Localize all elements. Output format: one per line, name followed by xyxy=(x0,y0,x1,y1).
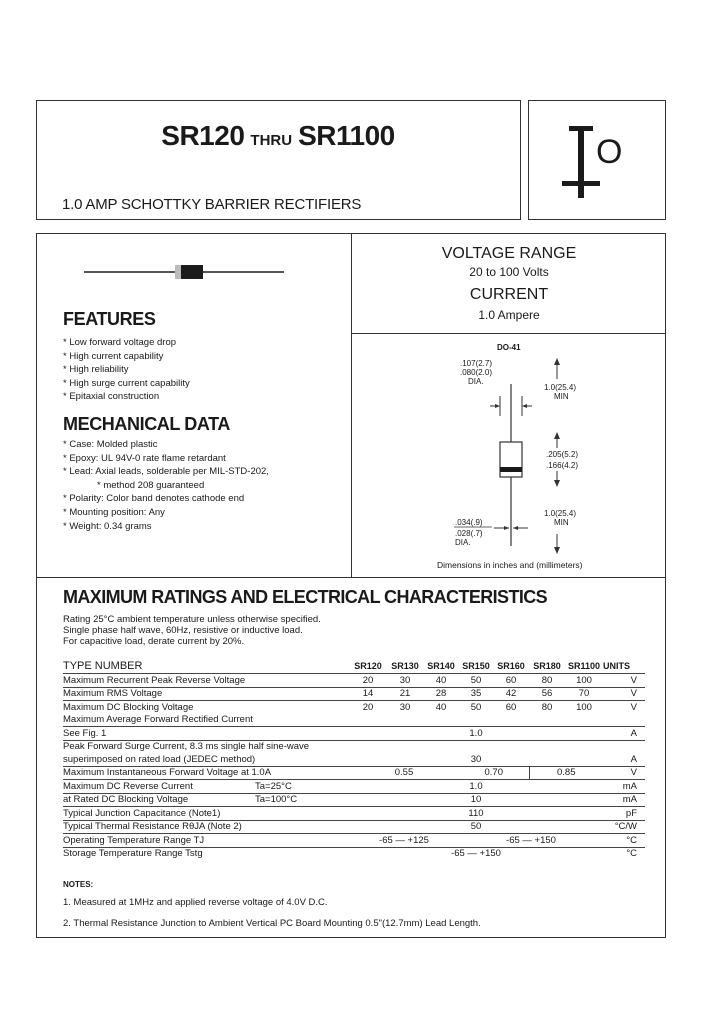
note-1: 1. Measured at 1MHz and applied reverse voltage of 4.0V D.C. xyxy=(63,897,328,908)
table-row xyxy=(63,847,645,860)
subtitle: 1.0 AMP SCHOTTKY BARRIER RECTIFIERS xyxy=(62,196,362,213)
param: Typical Junction Capacitance (Note1) xyxy=(63,807,349,821)
param: Maximum Instantaneous Forward Voltage at 1.0A xyxy=(63,766,349,780)
voltage-range-title: VOLTAGE RANGE xyxy=(441,245,577,262)
cell: -65 — +150 xyxy=(459,834,603,848)
part-start: SR120 xyxy=(161,120,245,151)
cell: 0.85 xyxy=(529,766,603,780)
table-row xyxy=(63,674,645,688)
table-row xyxy=(63,687,645,701)
cell: -65 — +125 xyxy=(349,834,459,848)
cell: 30 xyxy=(387,701,423,714)
table-row xyxy=(63,753,645,766)
list-item: * Lead: Axial leads, solderable per MIL-STD-202, xyxy=(63,465,269,479)
thru-label: THRU xyxy=(250,132,293,149)
table-header xyxy=(63,659,645,674)
cell: 14 xyxy=(349,687,387,701)
cell: 20 xyxy=(349,701,387,714)
lead-len-top-a: 1.0(25.4) xyxy=(544,383,577,392)
param-text: at Rated DC Blocking Voltage xyxy=(63,794,189,806)
param: Maximum DC Blocking Voltage xyxy=(63,701,349,714)
features-list xyxy=(63,336,190,404)
param-condition: Ta=25°C xyxy=(255,780,292,792)
lead-cont: method 208 guaranteed xyxy=(103,479,205,491)
col-header: SR130 xyxy=(391,661,419,671)
notes-label: NOTES: xyxy=(63,880,94,889)
type-label: TYPE NUMBER xyxy=(63,660,143,672)
current-value: 1.0 Ampere xyxy=(478,308,540,322)
list-item: * Weight: 0.34 grams xyxy=(63,520,269,534)
ratings-conditions xyxy=(63,614,321,647)
brand-logo xyxy=(560,124,640,200)
cell: -65 — +150 xyxy=(349,847,603,860)
cell: 70 xyxy=(565,687,603,701)
features-title: FEATURES xyxy=(63,309,156,329)
lead-dia-label: DIA. xyxy=(468,377,484,386)
cell: 21 xyxy=(387,687,423,701)
cell: 80 xyxy=(529,701,565,714)
package-drawing xyxy=(352,334,666,578)
cell: 1.0 xyxy=(349,727,603,741)
list-item: * High current capability xyxy=(63,350,190,364)
lead-dia-a: .107(2.7) xyxy=(460,359,493,368)
table-row xyxy=(63,834,645,848)
param: Maximum RMS Voltage xyxy=(63,687,349,701)
cell: 40 xyxy=(423,674,459,688)
cell: 60 xyxy=(493,701,529,714)
list-item: * High reliability xyxy=(63,363,190,377)
cell: 100 xyxy=(565,674,603,688)
col-header: SR1100 xyxy=(567,661,601,671)
lead-len-bot-b: MIN xyxy=(554,518,569,527)
unit: °C xyxy=(603,834,645,848)
col-header: SR160 xyxy=(497,661,525,671)
cell: 30 xyxy=(470,753,482,765)
list-item: * Mounting position: Any xyxy=(63,506,269,520)
list-item: * Polarity: Color band denotes cathode end xyxy=(63,492,269,506)
logo-letter: O xyxy=(596,133,623,171)
unit: A xyxy=(603,727,645,741)
wire-dia-b: .028(.7) xyxy=(455,529,483,538)
mechanical-title: MECHANICAL DATA xyxy=(63,414,230,434)
condition-line: For capacitive load, derate current by 20%. xyxy=(63,636,245,647)
cell: 35 xyxy=(459,687,493,701)
cell: 30 xyxy=(387,674,423,688)
table-row xyxy=(63,727,645,741)
cell: 56 xyxy=(529,687,565,701)
param: Storage Temperature Range Tstg xyxy=(63,847,349,860)
table-row xyxy=(63,714,645,727)
list-item: * High surge current capability xyxy=(63,377,190,391)
param: See Fig. 1 xyxy=(63,727,349,741)
mechanical-list xyxy=(63,438,269,533)
cell: 28 xyxy=(423,687,459,701)
param xyxy=(63,793,349,807)
cell: 0.70 xyxy=(459,766,529,780)
list-item: * Low forward voltage drop xyxy=(63,336,190,350)
units-header: UNITS xyxy=(603,661,630,671)
wire-dia-label: DIA. xyxy=(455,538,471,547)
table-row xyxy=(63,701,645,714)
lead-len-top-b: MIN xyxy=(554,392,569,401)
part-end: SR1100 xyxy=(298,120,395,151)
table-row xyxy=(63,807,645,821)
unit: °C xyxy=(603,847,645,860)
cell: 60 xyxy=(493,674,529,688)
list-item-cont xyxy=(63,479,269,493)
unit: mA xyxy=(603,793,645,807)
cell: 20 xyxy=(349,674,387,688)
cell: 0.55 xyxy=(349,766,459,780)
list-item: * Epoxy: UL 94V-0 rate flame retardant xyxy=(63,452,269,466)
param-condition: Ta=100°C xyxy=(255,794,298,806)
col-header: SR120 xyxy=(354,661,382,671)
cell: 50 xyxy=(459,674,493,688)
diode-image xyxy=(84,262,284,282)
unit: A xyxy=(630,753,637,765)
param-text: Maximum DC Reverse Current xyxy=(63,780,193,792)
col-header: SR140 xyxy=(427,661,455,671)
list-item: * Case: Molded plastic xyxy=(63,438,269,452)
param: Maximum Recurrent Peak Reverse Voltage xyxy=(63,674,349,688)
param: Operating Temperature Range TJ xyxy=(63,834,349,848)
unit: °C/W xyxy=(603,820,645,834)
lead-len-bot-a: 1.0(25.4) xyxy=(544,509,577,518)
page-title xyxy=(36,120,520,152)
unit: pF xyxy=(603,807,645,821)
unit: V xyxy=(603,687,645,701)
table-row xyxy=(63,766,645,780)
current-title: CURRENT xyxy=(469,286,549,303)
table-row xyxy=(63,740,645,753)
table-row xyxy=(63,780,645,794)
unit: mA xyxy=(603,780,645,794)
note-2: 2. Thermal Resistance Junction to Ambient Vertical PC Board Mounting 0.5"(12.7mm) Lead Length. xyxy=(63,918,481,929)
unit: V xyxy=(603,701,645,714)
unit: V xyxy=(603,674,645,688)
cell: 110 xyxy=(349,807,603,821)
col-header: SR150 xyxy=(462,661,490,671)
col-header: SR180 xyxy=(533,661,561,671)
param: superimposed on rated load (JEDEC method) xyxy=(63,753,256,765)
body-len-b: .166(4.2) xyxy=(546,461,579,470)
body-len-a: .205(5.2) xyxy=(546,450,579,459)
cell: 80 xyxy=(529,674,565,688)
cell: 10 xyxy=(349,793,603,807)
param: Maximum Average Forward Rectified Current xyxy=(63,714,253,726)
lead-dia-b: .080(2.0) xyxy=(460,368,493,377)
cell: 40 xyxy=(423,701,459,714)
param: Typical Thermal Resistance RθJA (Note 2) xyxy=(63,820,349,834)
dimensions-note: Dimensions in inches and (millimeters) xyxy=(437,560,583,570)
wire-dia-a: .034(.9) xyxy=(455,518,483,527)
table-row xyxy=(63,793,645,807)
ratings-title: MAXIMUM RATINGS AND ELECTRICAL CHARACTERISTICS xyxy=(63,587,548,607)
cell: 100 xyxy=(565,701,603,714)
condition-line: Single phase half wave, 60Hz, resistive or inductive load. xyxy=(63,625,303,636)
table-row xyxy=(63,820,645,834)
unit: V xyxy=(603,766,645,780)
voltage-range-value: 20 to 100 Volts xyxy=(469,265,549,279)
param: Peak Forward Surge Current, 8.3 ms single half sine-wave xyxy=(63,740,349,753)
cell: 1.0 xyxy=(349,780,603,794)
param xyxy=(63,780,349,794)
cell: 50 xyxy=(349,820,603,834)
cell: 42 xyxy=(493,687,529,701)
package-name: DO-41 xyxy=(497,343,521,352)
ratings-table xyxy=(63,659,645,860)
cell: 50 xyxy=(459,701,493,714)
condition-line: Rating 25°C ambient temperature unless otherwise specified. xyxy=(63,614,321,625)
list-item: * Epitaxial construction xyxy=(63,390,190,404)
